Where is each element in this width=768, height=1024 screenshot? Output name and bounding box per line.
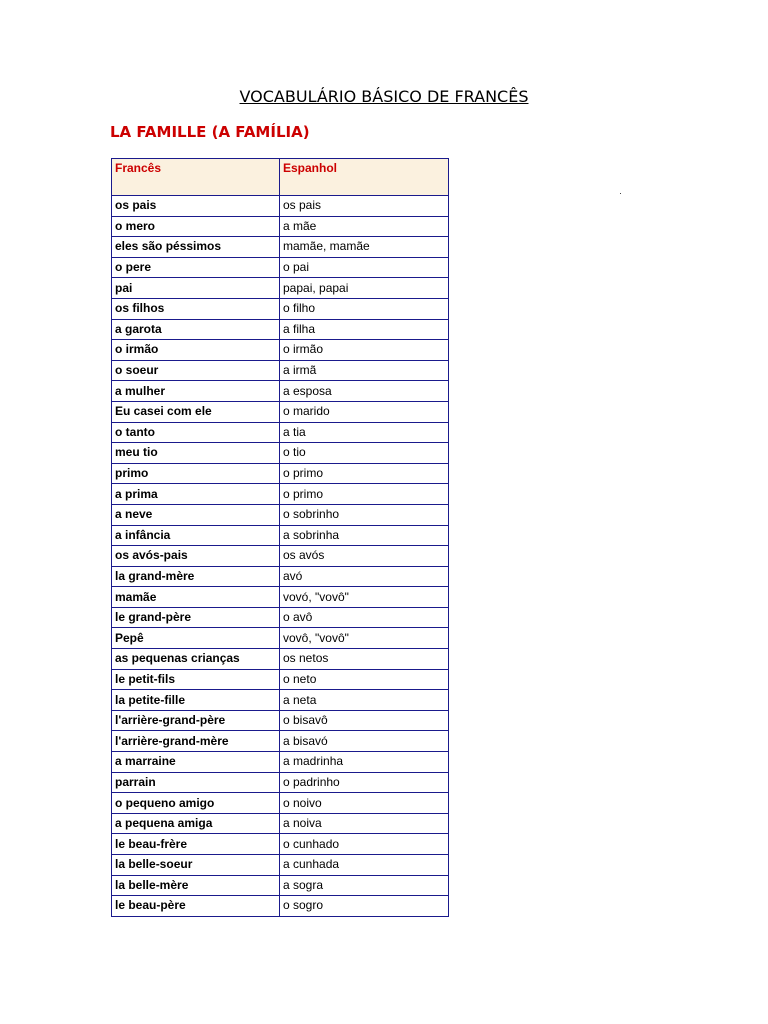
table-row — [112, 710, 449, 731]
table-row — [112, 216, 449, 237]
table-row — [112, 813, 449, 834]
french-term: le beau-père — [112, 896, 280, 917]
french-term: Eu casei com ele — [112, 401, 280, 422]
french-term: eles são péssimos — [112, 237, 280, 258]
french-term: o tanto — [112, 422, 280, 443]
translation-term: o sogro — [280, 896, 449, 917]
table-row — [112, 649, 449, 670]
french-term: primo — [112, 463, 280, 484]
table-row — [112, 525, 449, 546]
table-row — [112, 731, 449, 752]
translation-term: a noiva — [280, 813, 449, 834]
translation-term: a mãe — [280, 216, 449, 237]
table-row — [112, 752, 449, 773]
translation-term: os pais — [280, 196, 449, 217]
table-row — [112, 504, 449, 525]
translation-term: o marido — [280, 401, 449, 422]
table-row — [112, 875, 449, 896]
translation-term: a madrinha — [280, 752, 449, 773]
translation-term: a cunhada — [280, 855, 449, 876]
translation-term: a neta — [280, 690, 449, 711]
translation-term: o sobrinho — [280, 504, 449, 525]
table-row — [112, 401, 449, 422]
table-row — [112, 669, 449, 690]
translation-term: a sogra — [280, 875, 449, 896]
table-row — [112, 319, 449, 340]
translation-term: o bisavô — [280, 710, 449, 731]
french-term: Pepê — [112, 628, 280, 649]
translation-term: a irmã — [280, 360, 449, 381]
table-row — [112, 381, 449, 402]
translation-term: o tio — [280, 443, 449, 464]
section-title: LA FAMILLE (A FAMÍLIA) — [110, 123, 310, 141]
french-term: a pequena amiga — [112, 813, 280, 834]
table-row — [112, 196, 449, 217]
translation-term: o primo — [280, 484, 449, 505]
french-term: o pequeno amigo — [112, 793, 280, 814]
translation-term: o neto — [280, 669, 449, 690]
translation-term: a tia — [280, 422, 449, 443]
french-term: le beau-frère — [112, 834, 280, 855]
french-term: a infância — [112, 525, 280, 546]
french-term: a neve — [112, 504, 280, 525]
french-term: le petit-fils — [112, 669, 280, 690]
table-row — [112, 772, 449, 793]
french-term: la grand-mère — [112, 566, 280, 587]
table-row — [112, 422, 449, 443]
french-term: o mero — [112, 216, 280, 237]
table-row — [112, 896, 449, 917]
table-header-row — [112, 159, 449, 196]
table-row — [112, 257, 449, 278]
translation-term: a sobrinha — [280, 525, 449, 546]
table-row — [112, 628, 449, 649]
table-row — [112, 360, 449, 381]
table-row — [112, 340, 449, 361]
translation-term: o padrinho — [280, 772, 449, 793]
translation-term: o irmão — [280, 340, 449, 361]
table-row — [112, 834, 449, 855]
table-row — [112, 690, 449, 711]
french-term: os avós-pais — [112, 546, 280, 567]
table-row — [112, 607, 449, 628]
french-term: le grand-père — [112, 607, 280, 628]
translation-term: o filho — [280, 298, 449, 319]
french-term: os filhos — [112, 298, 280, 319]
table-row — [112, 546, 449, 567]
translation-term: o noivo — [280, 793, 449, 814]
translation-term: papai, papai — [280, 278, 449, 299]
translation-term: a esposa — [280, 381, 449, 402]
table-row — [112, 237, 449, 258]
table-row — [112, 443, 449, 464]
table-row — [112, 463, 449, 484]
vocabulary-table-body — [112, 196, 449, 917]
french-term: la petite-fille — [112, 690, 280, 711]
french-term: as pequenas crianças — [112, 649, 280, 670]
french-term: l'arrière-grand-mère — [112, 731, 280, 752]
french-term: la belle-soeur — [112, 855, 280, 876]
french-term: a prima — [112, 484, 280, 505]
translation-term: os avós — [280, 546, 449, 567]
french-term: pai — [112, 278, 280, 299]
translation-term: os netos — [280, 649, 449, 670]
french-term: o soeur — [112, 360, 280, 381]
table-row — [112, 278, 449, 299]
french-term: o irmão — [112, 340, 280, 361]
translation-term: avó — [280, 566, 449, 587]
translation-term: vovó, "vovô" — [280, 587, 449, 608]
french-term: a marraine — [112, 752, 280, 773]
translation-term: a filha — [280, 319, 449, 340]
table-row — [112, 298, 449, 319]
translation-term: o pai — [280, 257, 449, 278]
document-title: VOCABULÁRIO BÁSICO DE FRANCÊS — [239, 87, 529, 106]
table-row — [112, 566, 449, 587]
french-term: o pere — [112, 257, 280, 278]
table-row — [112, 793, 449, 814]
french-term: a mulher — [112, 381, 280, 402]
translation-term: o avô — [280, 607, 449, 628]
table-row — [112, 484, 449, 505]
vocabulary-table — [111, 158, 449, 917]
translation-term: vovô, "vovô" — [280, 628, 449, 649]
translation-term: o primo — [280, 463, 449, 484]
translation-term: mamãe, mamãe — [280, 237, 449, 258]
french-term: mamãe — [112, 587, 280, 608]
stray-mark — [620, 193, 621, 194]
header-spanish: Espanhol — [280, 159, 449, 196]
french-term: la belle-mère — [112, 875, 280, 896]
french-term: a garota — [112, 319, 280, 340]
french-term: os pais — [112, 196, 280, 217]
translation-term: o cunhado — [280, 834, 449, 855]
table-row — [112, 587, 449, 608]
translation-term: a bisavó — [280, 731, 449, 752]
french-term: l'arrière-grand-père — [112, 710, 280, 731]
french-term: parrain — [112, 772, 280, 793]
table-row — [112, 855, 449, 876]
header-french: Francês — [112, 159, 280, 196]
french-term: meu tio — [112, 443, 280, 464]
